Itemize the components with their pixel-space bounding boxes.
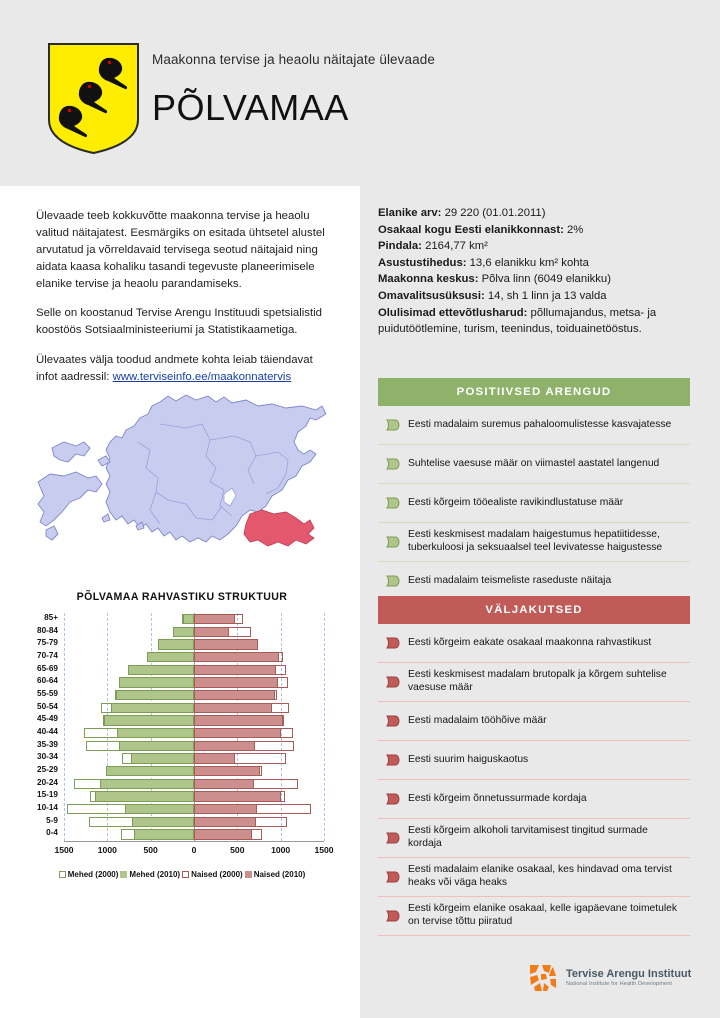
pyramid-row <box>37 676 324 689</box>
fact-value: 2164,77 km² <box>425 240 488 253</box>
age-group-label: 35-39 <box>37 739 58 749</box>
age-group-label: 70-74 <box>37 650 58 660</box>
pyramid-row <box>37 663 324 677</box>
x-axis-tick-label: 1500 <box>314 845 334 855</box>
population-pyramid-chart <box>14 591 350 921</box>
intro-link-prefix: Ülevaates välja toodud andmete kohta leiab täiendavat infot aadressil: <box>36 354 313 383</box>
pyramid-row <box>37 726 324 740</box>
bar-mehed-2010 <box>95 791 194 801</box>
list-item <box>378 819 690 858</box>
page-header <box>0 0 720 186</box>
bar-mehed-2010 <box>131 753 194 763</box>
red-pennant-icon <box>378 910 408 922</box>
bar-mehed-2010 <box>183 614 194 624</box>
list-item-label: Eesti madalaim elanike osakaal, kes hindavad oma tervist heaks või väga heaks <box>408 864 672 888</box>
list-item-label: Suhtelise vaesuse määr on viimastel aastatel langenud <box>408 457 660 469</box>
red-pennant-icon <box>378 637 408 649</box>
list-item <box>378 897 690 936</box>
bar-naised-2010 <box>194 741 255 751</box>
bar-naised-2010 <box>194 728 281 738</box>
intro-paragraph-1: Ülevaade teeb kokkuvõtte maakonna tervise ja heaolu valitud näitajatest. Eesmärgiks on esitada ühtsetel alustel arvutatud ja võrreldavaid tervisega seotud näitajaid ning aidata kaasa kohaliku tasandi tegevuste planeerimisele elanike tervise ja heaolu parandamiseks. <box>36 210 325 290</box>
bar-naised-2010 <box>194 779 254 789</box>
x-axis-tick-label: 500 <box>143 845 158 855</box>
legend-label: Naised (2010) <box>253 870 306 879</box>
list-item <box>378 406 690 445</box>
legend-item <box>245 870 306 879</box>
fact-value: Põlva linn (6049 elanikku) <box>481 273 611 286</box>
age-group-label: 85+ <box>44 613 58 622</box>
green-pennant-icon <box>378 419 408 431</box>
age-group-label: 10-14 <box>37 802 58 812</box>
x-axis-tick-label: 0 <box>191 845 197 855</box>
bar-mehed-2010 <box>104 715 194 725</box>
bar-mehed-2010 <box>132 817 194 827</box>
list-item-label: Eesti madalaim teismeliste raseduste näitaja <box>408 574 612 586</box>
bar-mehed-2010 <box>134 829 194 839</box>
red-pennant-icon <box>378 715 408 727</box>
list-item-label: Eesti kõrgeim eakate osakaal maakonna rahvastikust <box>408 636 652 648</box>
fact-row <box>378 271 690 288</box>
green-pennant-icon <box>378 575 408 587</box>
pyramid-row <box>46 828 324 841</box>
red-pennant-icon <box>378 754 408 766</box>
red-pennant-icon <box>378 871 408 883</box>
highlighted-county-polvamaa <box>244 510 314 546</box>
list-item-label: Eesti madalaim suremus pahaloomulistesse kasvajatesse <box>408 418 672 430</box>
fact-key: Elanike arv: <box>378 207 445 219</box>
pyramid-row <box>37 752 324 765</box>
pyramid-row <box>46 815 324 829</box>
right-column <box>378 205 690 338</box>
bar-mehed-2010 <box>106 766 194 776</box>
bar-naised-2010 <box>194 753 235 763</box>
red-pennant-icon <box>378 793 408 805</box>
red-pennant-icon <box>378 676 408 688</box>
key-facts-list <box>378 205 690 338</box>
bar-naised-2010 <box>194 829 252 839</box>
challenges-section <box>378 596 690 936</box>
bar-mehed-2010 <box>147 652 194 662</box>
bar-mehed-2010 <box>119 741 194 751</box>
intro-paragraph-3 <box>36 352 334 386</box>
pyramid-row <box>37 625 324 639</box>
pyramid-row <box>37 688 324 702</box>
challenges-header: VÄLJAKUTSED <box>378 596 690 624</box>
list-item-label: Eesti keskmisest madalam haigestumus hepatiitidesse, tuberkuloosi ja seksuaalsel teel levivatesse haigustesse <box>408 529 663 553</box>
age-group-label: 60-64 <box>37 676 58 686</box>
pyramid-row <box>37 638 324 651</box>
age-group-label: 30-34 <box>37 752 58 762</box>
positives-header: POSITIIVSED ARENGUD <box>378 378 690 406</box>
fact-row <box>378 205 690 222</box>
tai-logo-name: Tervise Arengu Instituut <box>566 968 692 981</box>
positives-section <box>378 378 690 601</box>
red-pennant-icon <box>378 832 408 844</box>
pyramid-row <box>37 701 324 715</box>
list-item-label: Eesti suurim haiguskaotus <box>408 753 529 765</box>
bar-mehed-2010 <box>116 690 194 700</box>
intro-text <box>36 208 334 399</box>
green-pennant-icon <box>378 497 408 509</box>
list-item-label: Eesti kõrgeim alkoholi tarvitamisest tingitud surmade kordaja <box>408 825 648 849</box>
polvamaa-coat-of-arms-icon <box>47 42 140 155</box>
list-item-label: Eesti kõrgeim tööealiste ravikindlustatuse määr <box>408 496 624 508</box>
tai-logo-name-en: National Institute for Health Development <box>566 980 673 987</box>
pyramid-row <box>37 802 324 816</box>
pyramid-row <box>37 650 324 664</box>
list-item <box>378 663 690 702</box>
legend-item <box>59 870 119 879</box>
fact-key: Pindala: <box>378 240 426 253</box>
age-group-label: 80-84 <box>37 625 58 635</box>
bar-naised-2010 <box>194 804 257 814</box>
pyramid-row <box>37 714 324 727</box>
intro-paragraph-2: Selle on koostanud Tervise Arengu Instituudi spetsialistid koostöös Sotsiaalministeeriumi ja Statistikaametiga. <box>36 307 322 337</box>
x-axis-tick-label: 1500 <box>54 845 74 855</box>
legend-swatch <box>182 871 189 878</box>
bar-mehed-2010 <box>173 627 194 637</box>
list-item <box>378 523 690 562</box>
bar-naised-2010 <box>194 791 281 801</box>
fact-row <box>378 305 690 338</box>
legend-label: Naised (2000) <box>191 870 243 879</box>
age-group-label: 65-69 <box>37 663 58 673</box>
bar-naised-2010 <box>194 652 279 662</box>
age-group-label: 50-54 <box>37 701 58 711</box>
pyramid-row <box>37 790 324 803</box>
x-axis-tick-label: 1000 <box>97 845 117 855</box>
bar-naised-2010 <box>194 703 272 713</box>
fact-key: Omavalitsusüksusi: <box>378 289 488 302</box>
bar-mehed-2010 <box>111 703 194 713</box>
left-panel <box>0 186 360 1018</box>
pyramid-row <box>37 739 324 753</box>
header-subtitle: Maakonna tervise ja heaolu näitajate ülevaade <box>152 52 435 67</box>
fact-value: põllumajandus, metsa- ja puidutöötlemine, turism, teenindus, toiduainetööstus. <box>378 306 657 336</box>
fact-value: 29 220 (01.01.2011) <box>444 207 546 219</box>
fact-row <box>378 222 690 239</box>
fact-row <box>378 238 690 255</box>
tai-logo-text <box>566 968 691 987</box>
fact-key: Maakonna keskus: <box>378 273 482 286</box>
bar-mehed-2010 <box>125 804 194 814</box>
bar-naised-2010 <box>194 690 275 700</box>
chart-title: PÕLVAMAA RAHVASTIKU STRUKTUUR <box>76 591 288 603</box>
header-text-block <box>152 52 672 129</box>
age-group-label: 0-4 <box>46 828 58 838</box>
legend-label: Mehed (2000) <box>67 870 119 879</box>
age-group-label: 75-79 <box>37 638 58 648</box>
fact-key: Osakaal kogu Eesti elanikkonnast: <box>378 223 567 236</box>
fact-key: Olulisimad ettevõtlusharud: <box>378 306 531 319</box>
green-pennant-icon <box>378 536 408 548</box>
pyramid-row <box>44 613 324 626</box>
bar-naised-2010 <box>194 677 278 687</box>
list-item <box>378 780 690 819</box>
fact-row <box>378 288 690 305</box>
page-title: PÕLVAMAA <box>152 87 349 129</box>
estonia-map <box>10 384 360 596</box>
list-item <box>378 858 690 897</box>
list-item-label: Eesti kõrgeim õnnetussurmade kordaja <box>408 792 587 804</box>
x-axis-tick-label: 500 <box>230 845 245 855</box>
legend-swatch <box>120 871 127 878</box>
list-item <box>378 624 690 663</box>
bar-naised-2010 <box>194 817 256 827</box>
bar-mehed-2010 <box>128 665 194 675</box>
legend-swatch <box>245 871 252 878</box>
gridline <box>324 613 325 841</box>
list-item <box>378 484 690 523</box>
legend-label: Mehed (2010) <box>129 870 181 879</box>
terviseinfo-link[interactable]: www.terviseinfo.ee/maakonnatervis <box>112 371 292 383</box>
challenges-list <box>378 624 690 936</box>
pyramid-row <box>37 764 324 778</box>
age-group-label: 40-44 <box>37 726 58 736</box>
tai-logo-icon <box>528 963 558 993</box>
bar-mehed-2010 <box>119 677 194 687</box>
list-item <box>378 445 690 484</box>
bar-naised-2010 <box>194 766 260 776</box>
pyramid-row <box>37 777 324 791</box>
legend-item <box>120 870 180 879</box>
age-group-label: 15-19 <box>37 790 58 800</box>
bar-naised-2010 <box>194 715 283 725</box>
fact-value: 14, sh 1 linn ja 13 valda <box>487 289 607 302</box>
bar-naised-2010 <box>194 639 258 649</box>
age-group-label: 55-59 <box>37 688 58 698</box>
bar-mehed-2010 <box>158 639 194 649</box>
age-group-label: 5-9 <box>46 815 58 825</box>
bar-mehed-2010 <box>117 728 194 738</box>
tai-logo <box>528 960 698 996</box>
x-axis-tick-label: 1000 <box>271 845 291 855</box>
bar-naised-2010 <box>194 627 229 637</box>
bar-mehed-2010 <box>100 779 194 789</box>
fact-key: Asustustihedus: <box>378 256 470 269</box>
age-group-label: 20-24 <box>37 777 58 787</box>
fact-row <box>378 255 690 272</box>
fact-value: 2% <box>566 223 584 236</box>
fact-value: 13,6 elanikku km² kohta <box>469 256 589 269</box>
chart-plot-area <box>37 613 324 842</box>
chart-legend <box>14 870 350 879</box>
age-group-label: 25-29 <box>37 764 58 774</box>
list-item-label: Eesti madalaim tööhõive määr <box>408 714 547 726</box>
bar-naised-2010 <box>194 665 276 675</box>
list-item-label: Eesti kõrgeim elanike osakaal, kelle igapäevane toimetulek on tervise tõttu piiratud <box>408 903 678 927</box>
chart-x-axis <box>54 842 334 860</box>
list-item <box>378 741 690 780</box>
legend-swatch <box>59 871 66 878</box>
list-item <box>378 702 690 741</box>
legend-item <box>182 870 243 879</box>
positives-list <box>378 406 690 601</box>
age-group-label: 45-49 <box>37 714 58 724</box>
green-pennant-icon <box>378 458 408 470</box>
list-item-label: Eesti keskmisest madalam brutopalk ja kõrgem suhtelise vaesuse määr <box>408 669 667 693</box>
bar-naised-2010 <box>194 614 235 624</box>
